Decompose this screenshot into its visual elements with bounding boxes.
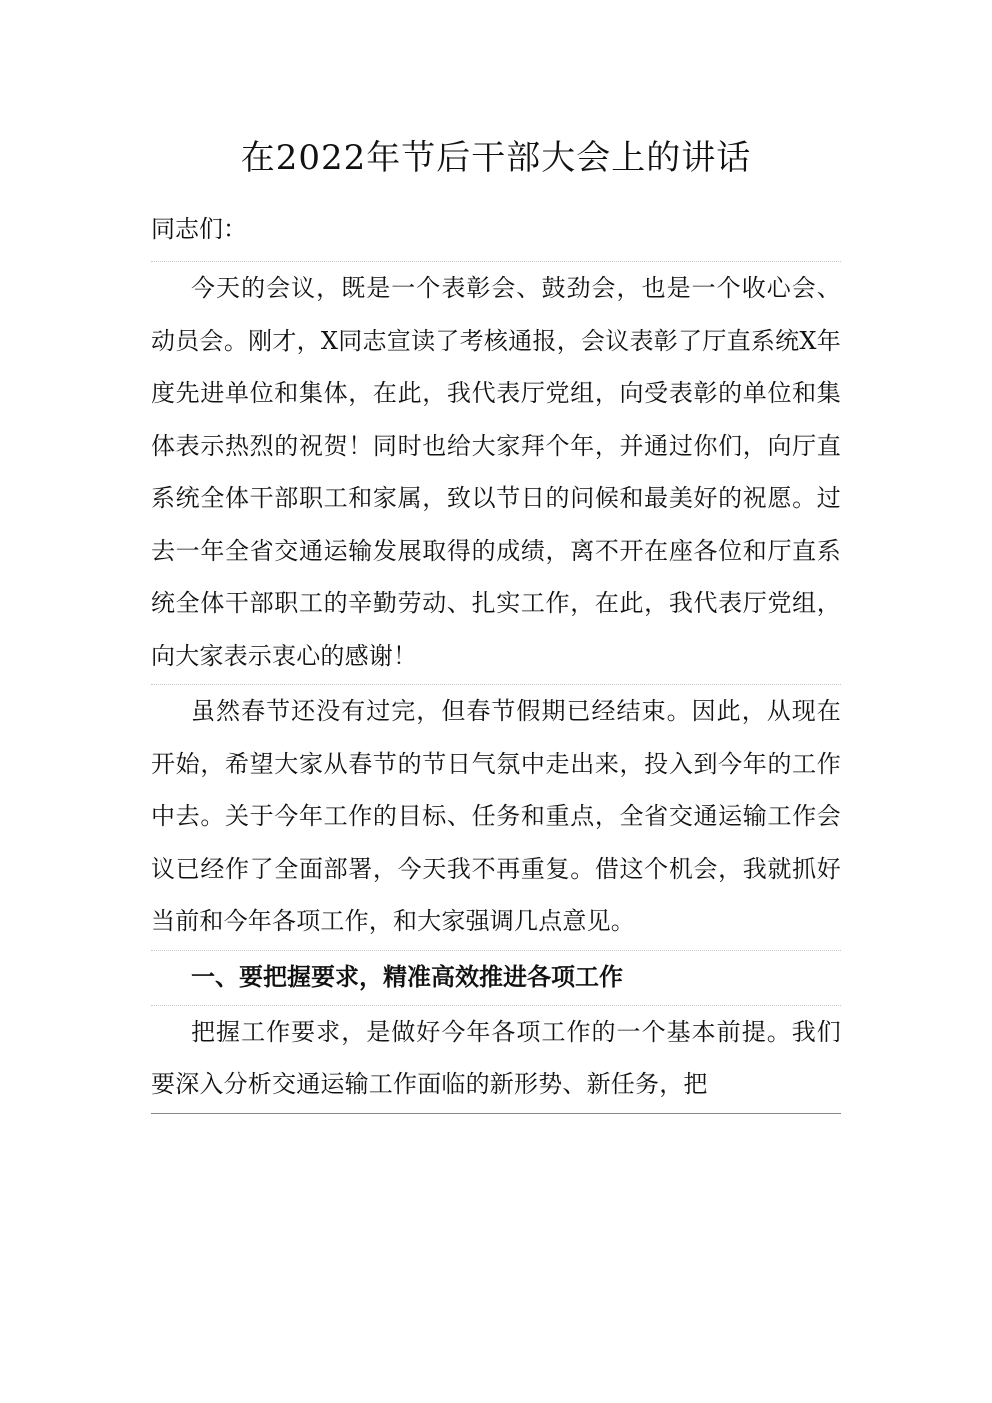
section-heading: 一、要把握要求，精准高效推进各项工作	[151, 951, 841, 1006]
paragraph: 虽然春节还没有过完，但春节假期已经结束。因此，从现在开始，希望大家从春节的节日气氛中走出来，投入到今年的工作中去。关于今年工作的目标、任务和重点，全省交通运输工作会议已经作了全面部署，今天我不再重复。借这个机会，我就抓好当前和今年各项工作，和大家强调几点意见。	[151, 685, 841, 951]
document-title: 在2022年节后干部大会上的讲话	[240, 138, 752, 178]
salutation: 同志们：	[151, 203, 841, 262]
document-body	[151, 203, 841, 1114]
paragraph: 把握工作要求，是做好今年各项工作的一个基本前提。我们要深入分析交通运输工作面临的新形势、新任务，把	[151, 1006, 841, 1114]
paragraph: 今天的会议，既是一个表彰会、鼓劲会，也是一个收心会、动员会。刚才，X同志宣读了考核通报，会议表彰了厅直系统X年度先进单位和集体，在此，我代表厅党组，向受表彰的单位和集体表示热烈的祝贺！同时也给大家拜个年，并通过你们，向厅直系统全体干部职工和家属，致以节日的问候和最美好的祝愿。过去一年全省交通运输发展取得的成绩，离不开在座各位和厅直系统全体干部职工的辛勤劳动、扎实工作，在此，我代表厅党组，向大家表示衷心的感谢！	[151, 262, 841, 685]
